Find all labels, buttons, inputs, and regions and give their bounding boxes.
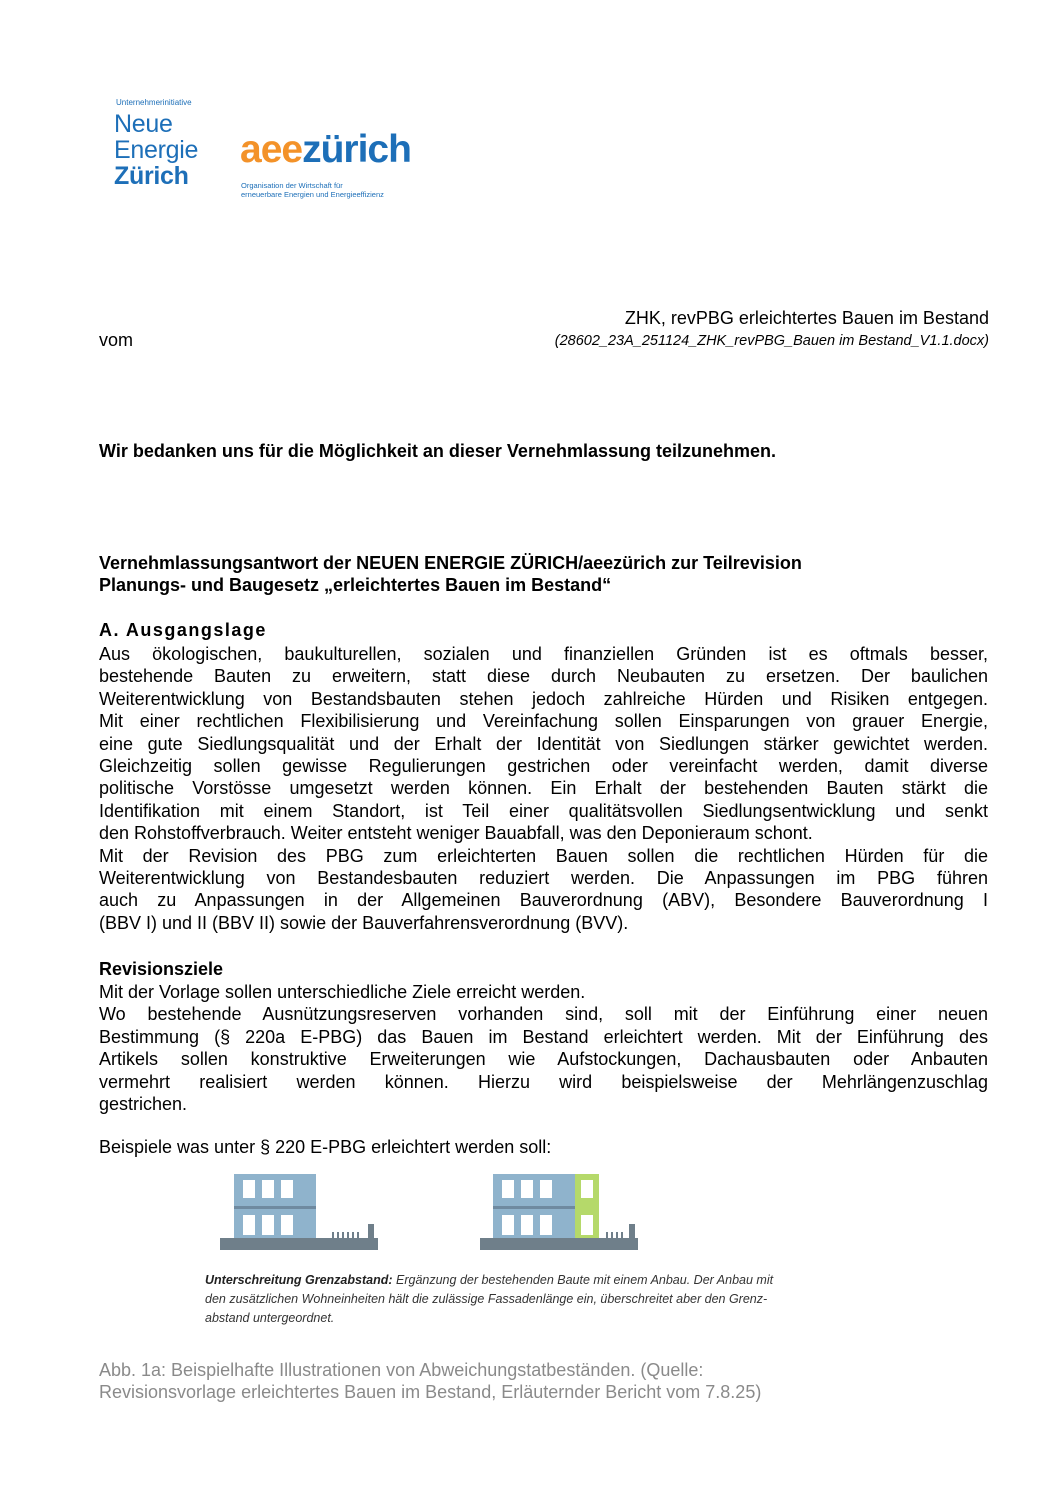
vom-label: vom (99, 330, 134, 350)
building-with-addition (480, 1174, 638, 1250)
logo-line-energie: Energie (114, 136, 199, 164)
figure-caption (99, 1359, 979, 1403)
paragraph-line: Mit einer rechtlichen Flexibilisierung und Vereinfachung sollen Einsparungen von grauer Energie, (99, 711, 988, 732)
paragraph-line: politische Vorstösse umgesetzt werden können. Ein Erhalt der bestehenden Bauten stärkt die (99, 778, 988, 799)
section-a-title: A. Ausgangslage (99, 620, 267, 640)
illustration-caption (205, 1271, 870, 1328)
paragraph-line: auch zu Anpassungen in der Allgemeinen Bauverordnung (ABV), Besondere Bauverordnung I (99, 890, 988, 911)
figure-caption-line-2: Revisionsvorlage erleichtertes Bauen im Bestand, Erläuternder Bericht vom 7.8.25) (99, 1382, 762, 1402)
building-illustration (220, 1170, 650, 1260)
heading-line-1: Vernehmlassungsantwort der NEUEN ENERGIE ZÜRICH/aeezürich zur Teilrevision (99, 553, 802, 573)
paragraph-line: bestehende Bauten zu erweitern, statt diese durch Neubauten zu ersetzen. Der baulichen (99, 666, 988, 687)
logo-zurich-part: zürich (302, 128, 411, 171)
existing-building-left (220, 1174, 378, 1250)
aeezurich-logo (240, 128, 411, 172)
neue-energie-logo (114, 111, 198, 189)
heading-line-2: Planungs- und Baugesetz „erleichtertes Bauen im Bestand“ (99, 575, 612, 595)
paragraph-line: gestrichen. (99, 1094, 188, 1115)
paragraph-line: Identifikation mit einem Standort, ist Teil einer qualitätsvollen Siedlungsentwicklung und senkt (99, 800, 988, 821)
aee-sub-line-1: Organisation der Wirtschaft für (241, 181, 343, 190)
caption-label: Unterschreitung Grenzabstand: (205, 1273, 393, 1287)
paragraph-line: vermehrt realisiert werden können. Hierzu wird beispielsweise der Mehrlängenzuschlag (99, 1071, 988, 1092)
paragraph-line: Bestimmung (§ 220a E-PBG) das Bauen im Bestand erleichtert werden. Mit der Einführung des (99, 1026, 988, 1047)
figure-caption-line-1: Abb. 1a: Beispielhafte Illustrationen von Abweichungstatbeständen. (Quelle: (99, 1360, 704, 1380)
paragraph-line: Mit der Revision des PBG zum erleichterten Bauen sollen die rechtlichen Hürden für die (99, 845, 988, 866)
section-a-body (99, 643, 988, 934)
paragraph-line: den Rohstoffverbrauch. Weiter entsteht weniger Bauabfall, was den Deponieraum schont. (99, 823, 813, 844)
paragraph-line: Weiterentwicklung von Bestandesbauten reduziert werden. Die Anpassungen im PBG führen (99, 868, 988, 889)
examples-intro: Beispiele was unter § 220 E-PBG erleichtert werden soll: (99, 1137, 552, 1157)
caption-text: Ergänzung der bestehenden Baute mit einem Anbau. Der Anbau mit (392, 1273, 774, 1287)
response-heading (99, 552, 989, 596)
revision-goals-title: Revisionsziele (99, 959, 224, 979)
logo-line-neue: Neue (114, 110, 173, 138)
caption-line-2: den zusätzlichen Wohneinheiten hält die zulässige Fassadenlänge ein, überschreitet aber den Grenz- (205, 1292, 768, 1306)
neue-energie-tagline: Unternehmerinitiative (116, 98, 192, 107)
thanks-statement: Wir bedanken uns für die Möglichkeit an dieser Vernehmlassung teilzunehmen. (99, 441, 776, 461)
paragraph-line: Gleichzeitig sollen gewisse Regulierungen gestrichen oder vereinfacht werden, damit diverse (99, 756, 988, 777)
aee-sub-line-2: erneuerbare Energien und Energieeffizienz (241, 190, 384, 199)
caption-line-1 (205, 1271, 870, 1290)
paragraph-line: Weiterentwicklung von Bestandsbauten stehen jedoch zahlreiche Hürden und Risiken entgegen. (99, 688, 988, 709)
logo-line-zurich: Zürich (114, 162, 189, 190)
paragraph-line: Mit der Vorlage sollen unterschiedliche Ziele erreicht werden. (99, 982, 586, 1002)
logo-aee-part: aee (240, 128, 303, 171)
caption-line-3: abstand untergeordnet. (205, 1311, 335, 1325)
paragraph-line: Wo bestehende Ausnützungsreserven vorhanden sind, soll mit der Einführung einer neuen (99, 1004, 988, 1025)
paragraph-line: eine gute Siedlungsqualität und der Erhalt der Identität von Siedlungen stärker gewichtet werden. (99, 733, 988, 754)
revision-goals-body (99, 981, 988, 1115)
paragraph-line: (BBV I) und II (BBV II) sowie der Bauverfahrensverordnung (BVV). (99, 912, 629, 933)
document-filename: (28602_23A_251124_ZHK_revPBG_Bauen im Bestand_V1.1.docx) (554, 333, 989, 349)
document-title: ZHK, revPBG erleichtertes Bauen im Bestand (624, 308, 989, 328)
paragraph-line: Aus ökologischen, baukulturellen, sozialen und finanziellen Gründen ist es oftmals besser, (99, 644, 988, 664)
aeezurich-subtitle (241, 181, 384, 199)
paragraph-line: Artikels sollen konstruktive Erweiterungen wie Aufstockungen, Dachausbauten oder Anbauten (99, 1049, 988, 1070)
